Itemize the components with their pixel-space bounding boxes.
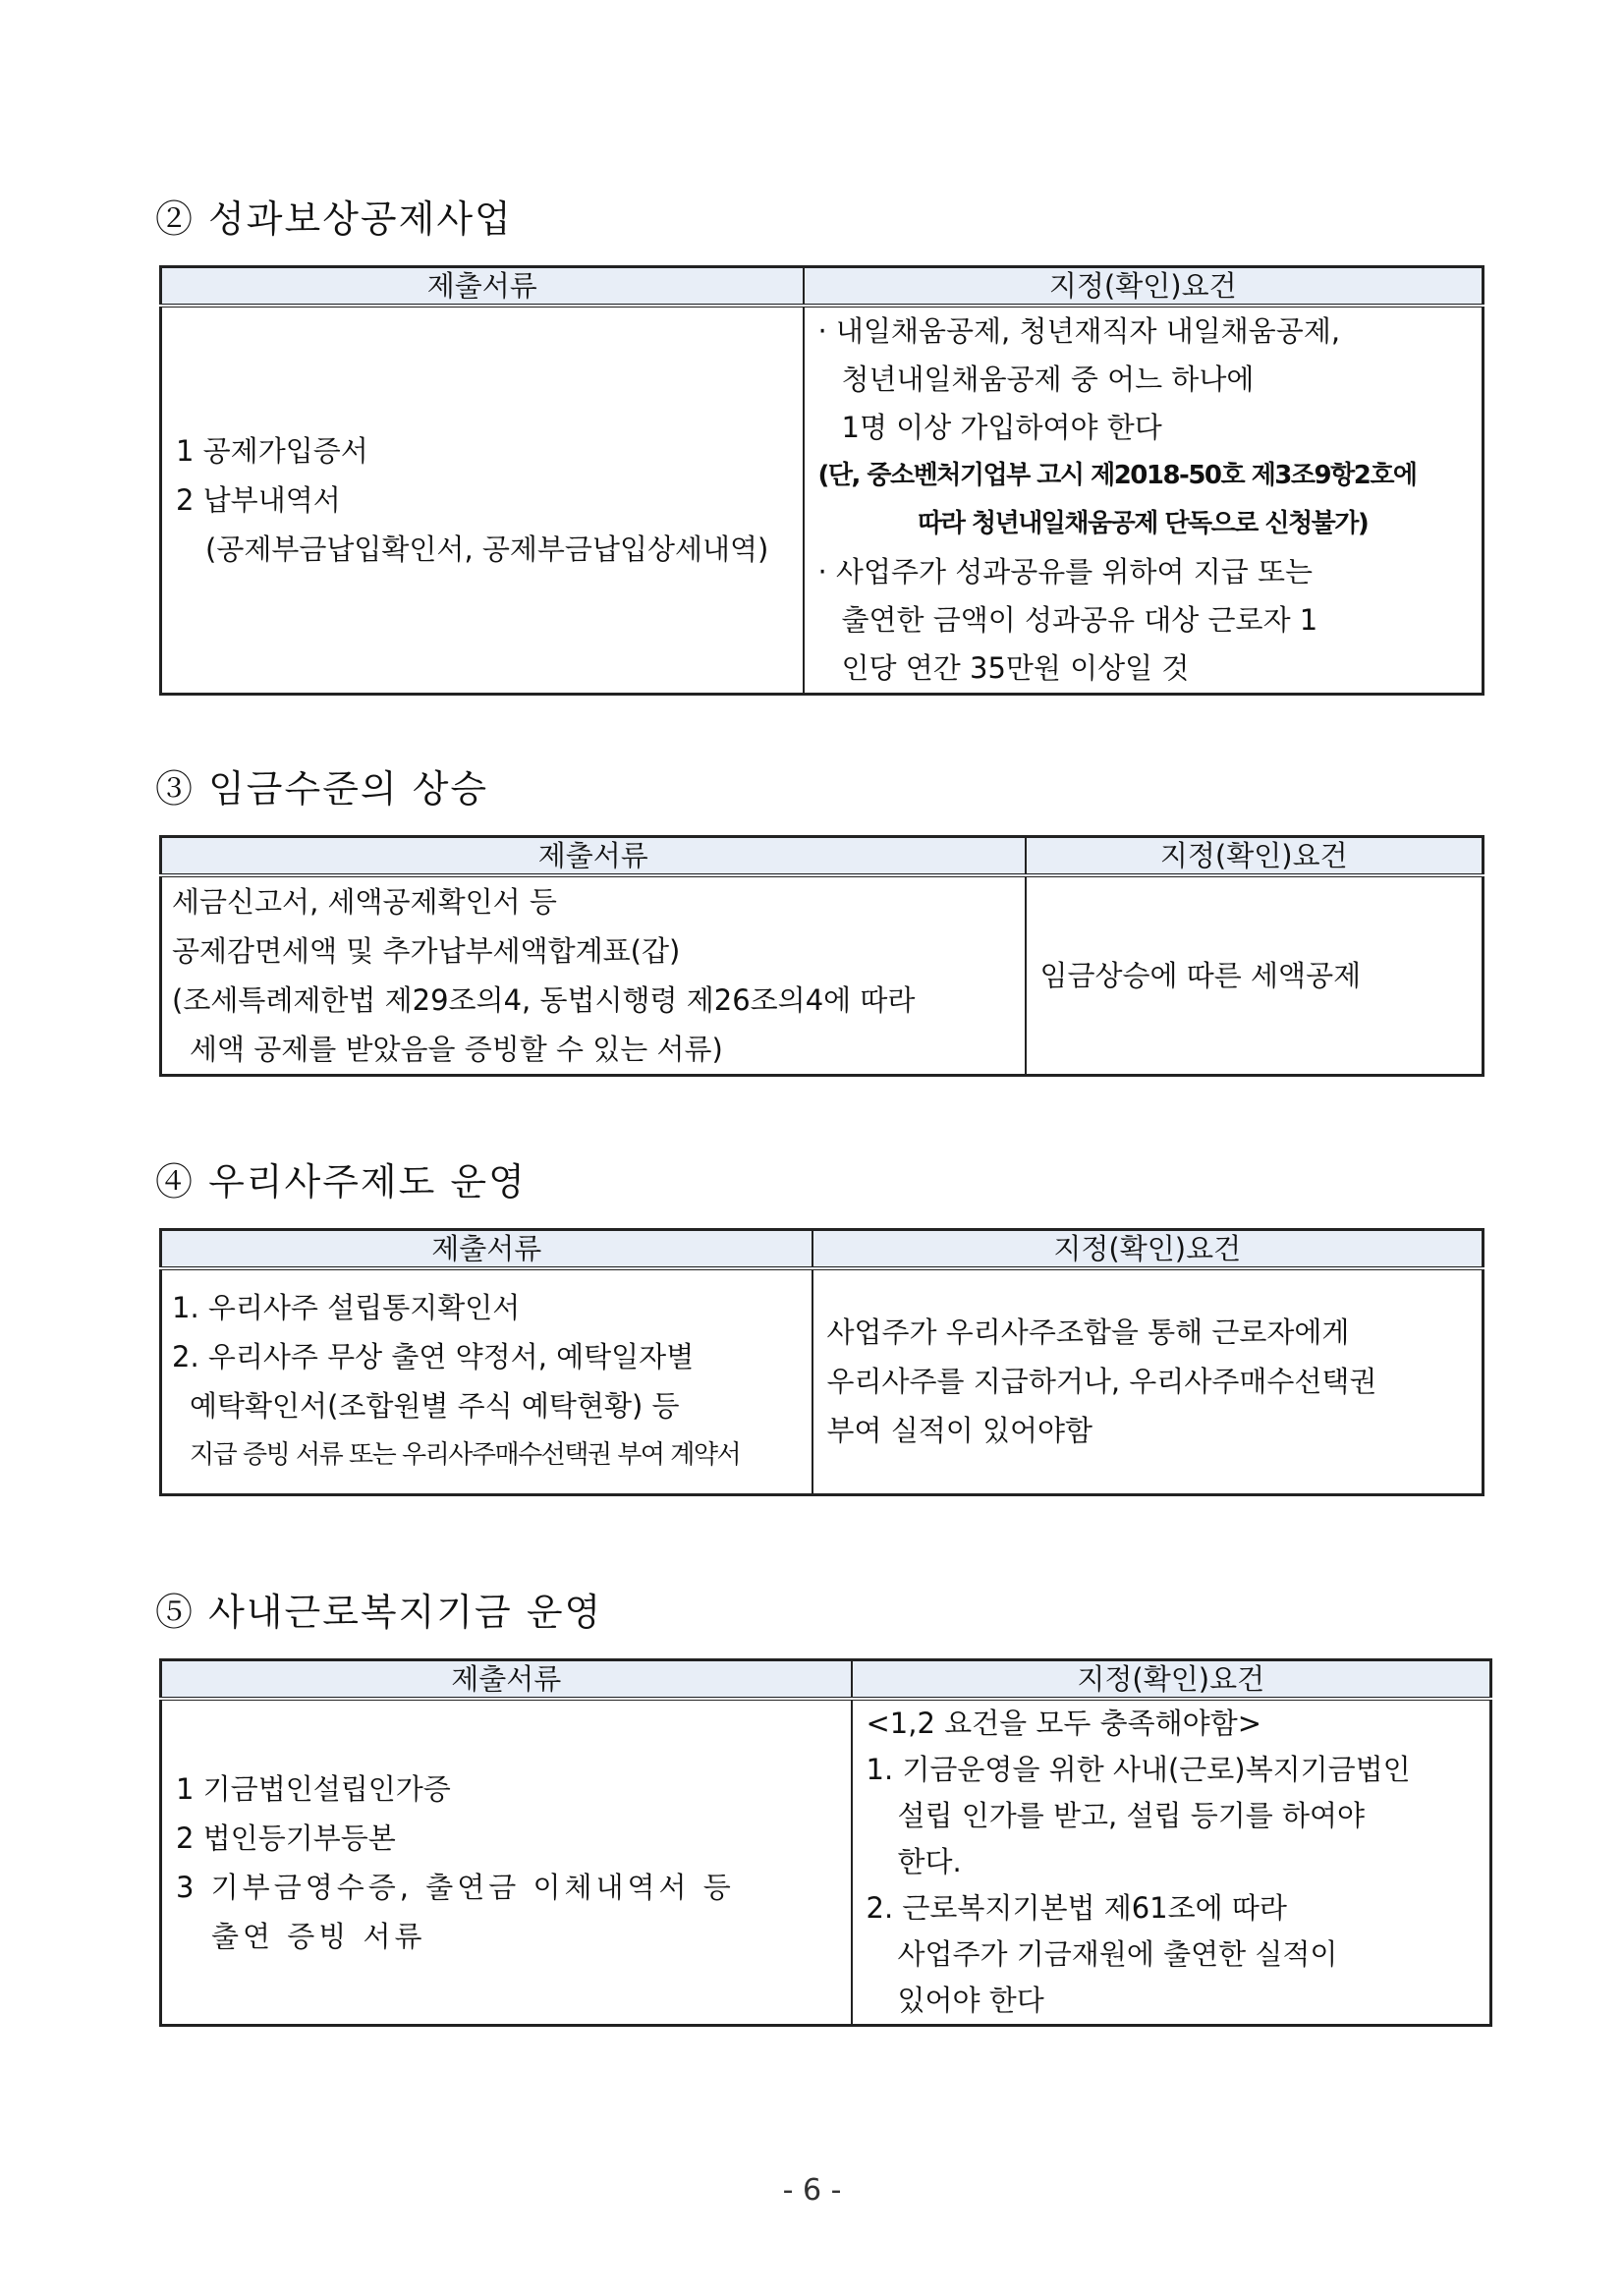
- column-header-documents: 제출서류: [161, 837, 1026, 876]
- document-line: 세액 공제를 받았음을 증빙할 수 있는 서류): [190, 1033, 723, 1066]
- document-line: 2 납부내역서: [176, 483, 341, 517]
- requirement-line: · 사업주가 성과공유를 위하여 지급 또는: [817, 555, 1314, 588]
- requirements-cell: [852, 1699, 1491, 2026]
- requirement-line: 한다.: [897, 1845, 962, 1878]
- document-line: 1. 우리사주 설립통지확인서: [172, 1291, 521, 1325]
- requirement-line: 사업주가 우리사주조합을 통해 근로자에게: [826, 1316, 1350, 1350]
- documents-cell: [161, 875, 1026, 1076]
- requirements-cell: [1026, 875, 1484, 1076]
- requirement-line: 1. 기금운영을 위한 사내(근로)복지기금법인: [866, 1753, 1411, 1786]
- requirement-line: 1명 이상 가입하여야 한다: [841, 411, 1162, 444]
- document-line: 지급 증빙 서류 또는 우리사주매수선택권 부여 계약서: [190, 1440, 741, 1471]
- requirements-cell: [812, 1268, 1484, 1494]
- section-heading-welfare-fund: ⑤ 사내근로복지기금 운영: [155, 1591, 603, 1634]
- documents-cell: [161, 1699, 852, 2026]
- requirement-line: 출연한 금액이 성과공유 대상 근로자 1: [841, 603, 1318, 637]
- requirement-line: 있어야 한다: [897, 1984, 1044, 2017]
- table-welfare-fund: [159, 1658, 1492, 2027]
- requirement-line: 임금상승에 따른 세액공제: [1039, 959, 1362, 992]
- page-number: - 6 -: [782, 2173, 842, 2208]
- document-line: 세금신고서, 세액공제확인서 등: [172, 885, 557, 919]
- column-header-documents: 제출서류: [161, 1230, 812, 1269]
- document-line: 공제감면세액 및 추가납부세액합계표(갑): [172, 934, 681, 968]
- document-line: 1 공제가입증서: [176, 434, 368, 468]
- requirement-line: 청년내일채움공제 중 어느 하나에: [841, 363, 1255, 396]
- requirement-note-bold: (단, 중소벤처기업부 고시 제2018-50호 제3조9항2호에: [817, 461, 1417, 490]
- section-heading-performance-reward: ② 성과보상공제사업: [155, 197, 513, 241]
- document-line: (조세특례제한법 제29조의4, 동법시행령 제26조의4에 따라: [172, 983, 916, 1017]
- document-line: 1 기금법인설립인가증: [176, 1771, 451, 1806]
- document-line: 예탁확인서(조합원별 주식 예탁현황) 등: [190, 1389, 680, 1424]
- column-header-requirements: 지정(확인)요건: [852, 1660, 1491, 1700]
- column-header-requirements: 지정(확인)요건: [1026, 837, 1484, 876]
- requirement-line: 부여 실적이 있어야함: [826, 1414, 1093, 1448]
- table-wage-increase: [159, 835, 1484, 1077]
- section-heading-employee-stock: ④ 우리사주제도 운영: [155, 1160, 527, 1204]
- section-heading-wage-increase: ③ 임금수준의 상승: [155, 767, 489, 811]
- document-line: (공제부금납입확인서, 공제부금납입상세내역): [205, 532, 769, 566]
- requirement-line: 2. 근로복지기본법 제61조에 따라: [866, 1891, 1287, 1925]
- document-line: 3 기부금영수증, 출연금 이체내역서 등: [176, 1870, 735, 1904]
- requirement-line: <1,2 요건을 모두 충족해야함>: [866, 1707, 1262, 1740]
- column-header-requirements: 지정(확인)요건: [812, 1230, 1484, 1269]
- column-header-documents: 제출서류: [161, 1660, 852, 1700]
- documents-cell: [161, 1268, 812, 1494]
- requirements-cell: [804, 306, 1484, 695]
- document-line: 2. 우리사주 무상 출연 약정서, 예탁일자별: [172, 1340, 695, 1374]
- requirement-line: 설립 인가를 받고, 설립 등기를 하여야: [897, 1799, 1366, 1832]
- column-header-requirements: 지정(확인)요건: [804, 267, 1484, 307]
- table-performance-reward: [159, 265, 1484, 696]
- requirement-note-bold: 따라 청년내일채움공제 단독으로 신청불가): [918, 509, 1369, 538]
- requirement-line: · 내일채움공제, 청년재직자 내일채움공제,: [817, 314, 1341, 348]
- document-line: 2 법인등기부등본: [176, 1820, 396, 1855]
- requirement-line: 인당 연간 35만원 이상일 것: [841, 651, 1190, 685]
- documents-cell: [161, 306, 804, 695]
- table-employee-stock: [159, 1228, 1484, 1496]
- requirement-line: 우리사주를 지급하거나, 우리사주매수선택권: [826, 1365, 1377, 1399]
- column-header-documents: 제출서류: [161, 267, 804, 307]
- document-line: 출연 증빙 서류: [211, 1919, 426, 1953]
- requirement-line: 사업주가 기금재원에 출연한 실적이: [897, 1937, 1338, 1971]
